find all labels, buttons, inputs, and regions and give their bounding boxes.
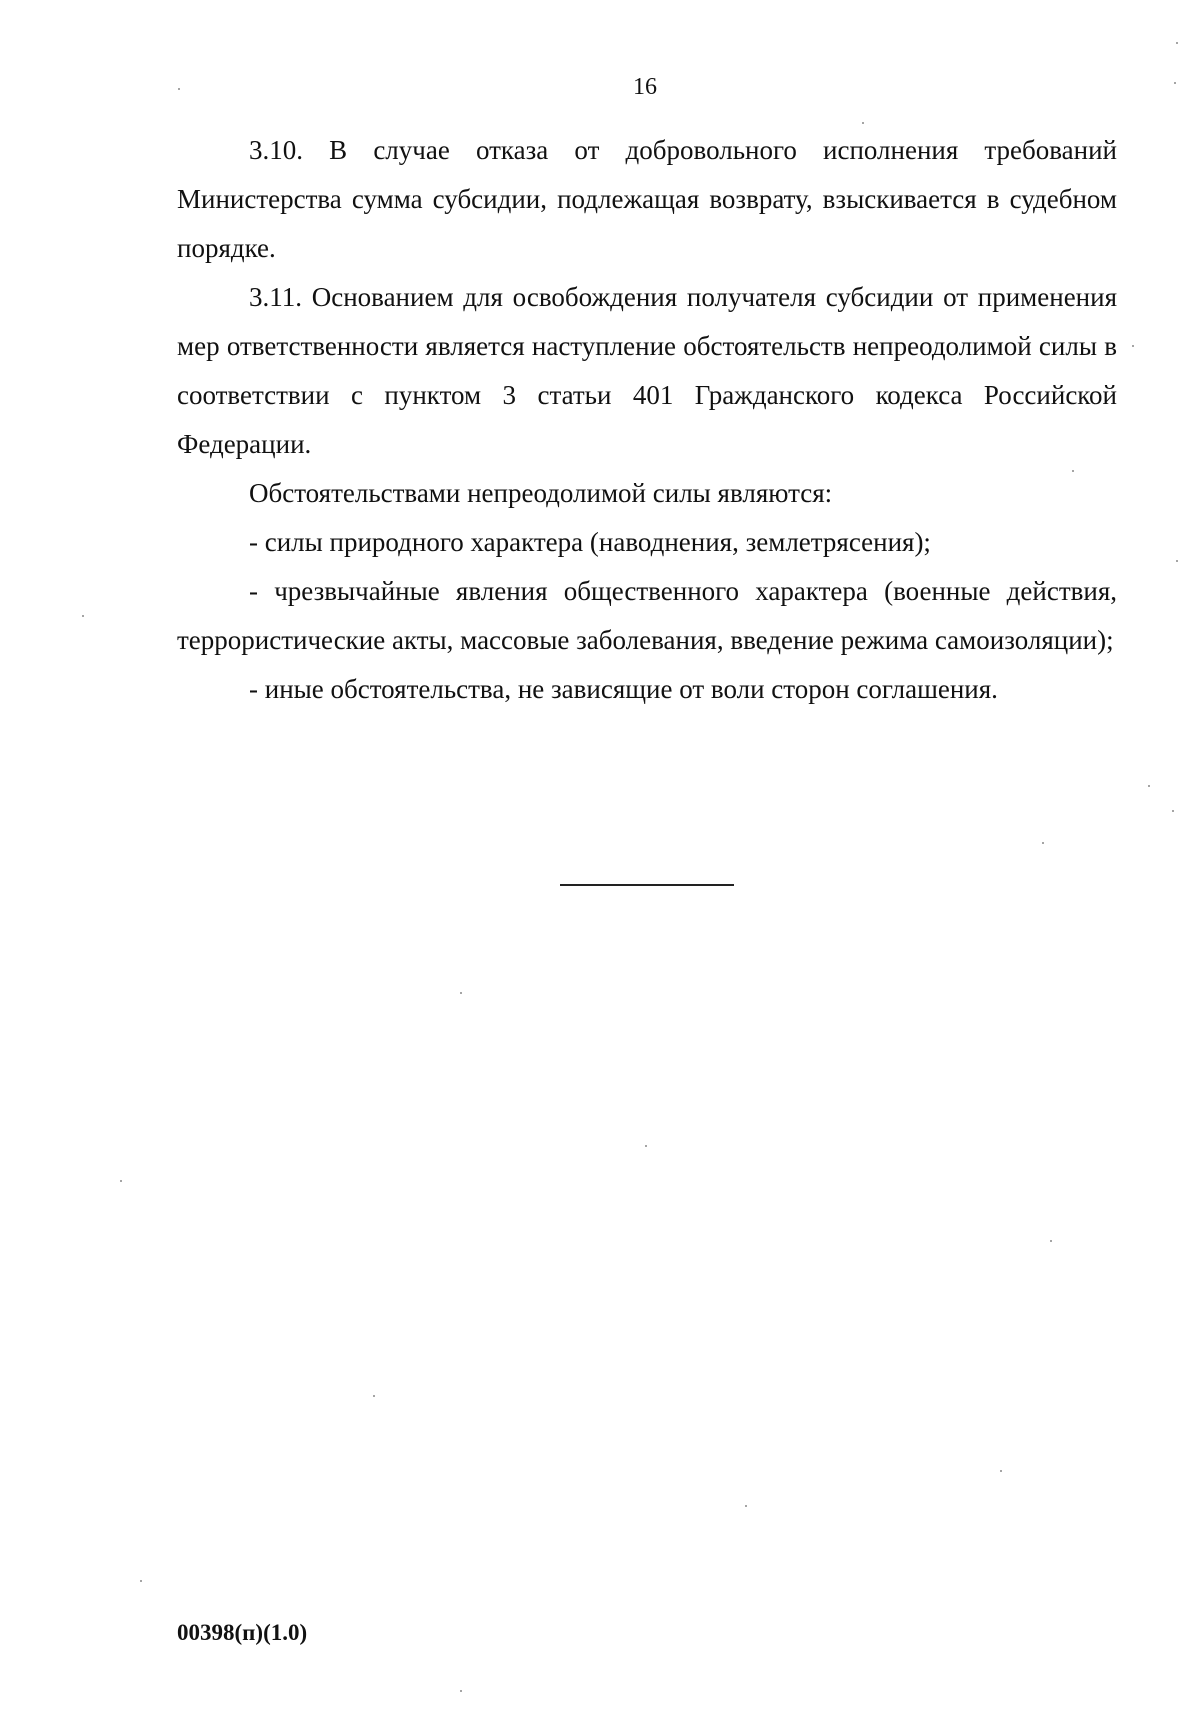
scan-speck — [645, 1145, 647, 1147]
scan-speck — [1132, 345, 1134, 347]
force-majeure-intro: Обстоятельствами непреодолимой силы являются: — [249, 478, 833, 508]
paragraph-3-10: 3.10. В случае отказа от добровольного исполнения требований Министерства сумма субсидии, подлежащая возврату, взыскивается в судебном порядке. — [177, 135, 1117, 263]
list-item-other-circumstances: - иные обстоятельства, не зависящие от воли сторон соглашения. — [249, 674, 998, 704]
scan-speck — [1148, 785, 1150, 787]
scan-speck — [1172, 810, 1174, 812]
list-item-natural-forces: - силы природного характера (наводнения, землетрясения); — [249, 527, 931, 557]
scan-speck — [1050, 1240, 1052, 1242]
scan-speck — [862, 122, 864, 124]
scan-speck — [1000, 1470, 1002, 1472]
scan-speck — [460, 992, 462, 994]
scan-speck — [1176, 42, 1178, 44]
paragraph-3-11: 3.11. Основанием для освобождения получателя субсидии от применения мер ответственности является наступление обстоятельств непреодолимой силы в соответствии с пунктом 3 статьи 401 Гражданского кодекса Российской Федерации. — [177, 282, 1117, 459]
scan-speck — [1174, 82, 1176, 84]
scan-speck — [140, 1580, 142, 1582]
document-body — [177, 126, 1117, 714]
end-of-text-rule — [560, 884, 734, 886]
scan-speck — [1072, 470, 1074, 472]
scan-speck — [373, 1395, 375, 1397]
page-number: 16 — [633, 74, 657, 100]
list-item-social-emergencies: - чрезвычайные явления общественного характера (военные действия, террористические акты, массовые заболевания, введение режима самоизоляции); — [177, 576, 1117, 655]
scan-speck — [1042, 842, 1044, 844]
scan-speck — [178, 88, 180, 90]
scan-speck — [120, 1180, 122, 1182]
scan-speck — [745, 1505, 747, 1507]
scan-speck — [82, 615, 84, 617]
document-code: 00398(п)(1.0) — [177, 1620, 308, 1645]
scan-speck — [460, 1690, 462, 1692]
scan-speck — [1176, 560, 1178, 562]
